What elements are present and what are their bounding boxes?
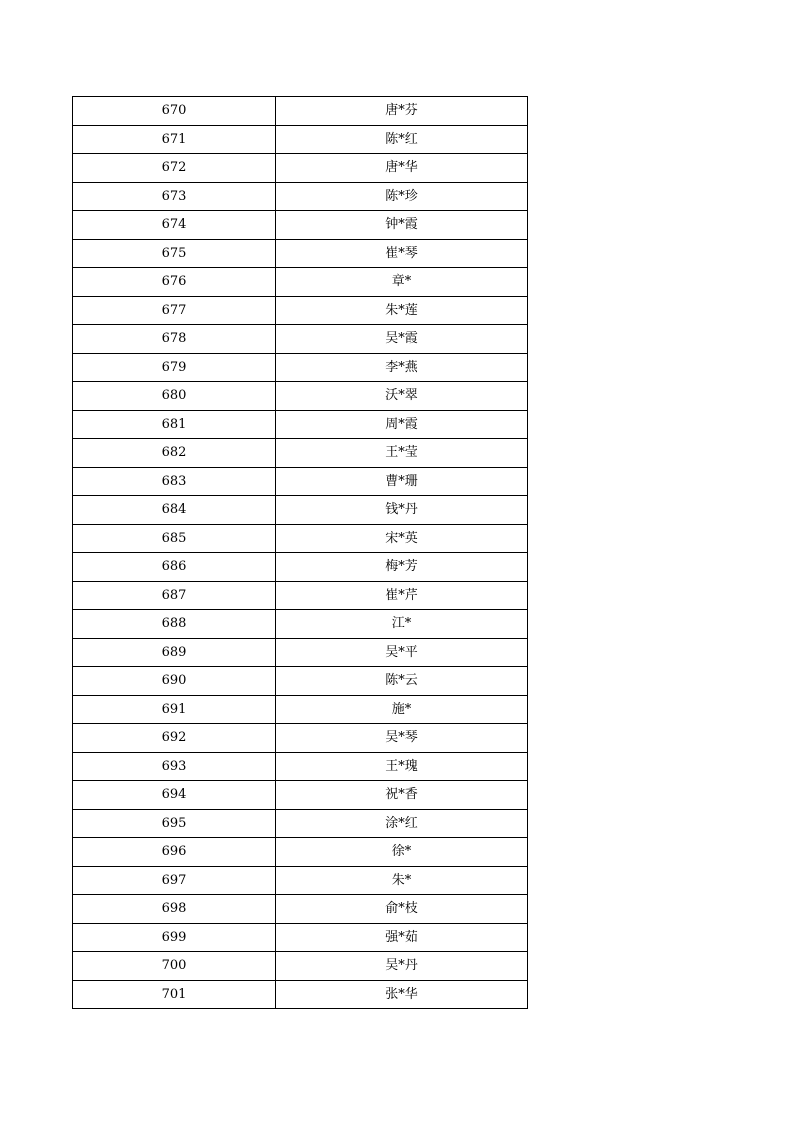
row-number-cell: 676 [73,268,276,297]
row-number-cell: 675 [73,239,276,268]
row-number-cell: 680 [73,382,276,411]
person-name-cell: 陈*红 [276,125,528,154]
person-name-cell: 吴*平 [276,638,528,667]
row-number-cell: 673 [73,182,276,211]
person-name-cell: 吴*丹 [276,952,528,981]
table-row [73,838,528,867]
person-name-cell: 唐*华 [276,154,528,183]
row-number-cell: 677 [73,296,276,325]
row-number-cell: 694 [73,781,276,810]
person-name-cell: 朱* [276,866,528,895]
person-name-cell: 陈*珍 [276,182,528,211]
row-number-cell: 690 [73,667,276,696]
person-name-cell: 王*莹 [276,439,528,468]
table-row [73,724,528,753]
table-row [73,439,528,468]
table-row [73,952,528,981]
table-row [73,923,528,952]
table-row [73,581,528,610]
person-name-cell: 江* [276,610,528,639]
row-number-cell: 699 [73,923,276,952]
person-name-cell: 唐*芬 [276,97,528,126]
table-row [73,610,528,639]
person-name-cell: 崔*芹 [276,581,528,610]
person-name-cell: 钟*霞 [276,211,528,240]
row-number-cell: 689 [73,638,276,667]
row-number-cell: 679 [73,353,276,382]
row-number-cell: 682 [73,439,276,468]
row-number-cell: 686 [73,553,276,582]
table-row [73,553,528,582]
person-name-cell: 徐* [276,838,528,867]
row-number-cell: 697 [73,866,276,895]
person-name-cell: 宋*英 [276,524,528,553]
person-name-cell: 沃*翠 [276,382,528,411]
table-row [73,410,528,439]
table-row [73,239,528,268]
table-row [73,895,528,924]
person-name-cell: 吴*霞 [276,325,528,354]
person-name-cell: 陈*云 [276,667,528,696]
table-row [73,781,528,810]
person-name-cell: 崔*琴 [276,239,528,268]
person-name-cell: 李*燕 [276,353,528,382]
row-number-cell: 695 [73,809,276,838]
table-row [73,382,528,411]
person-name-cell: 张*华 [276,980,528,1009]
table-row [73,980,528,1009]
row-number-cell: 688 [73,610,276,639]
row-number-cell: 683 [73,467,276,496]
table-row [73,125,528,154]
table-row [73,638,528,667]
person-name-cell: 俞*枝 [276,895,528,924]
row-number-cell: 678 [73,325,276,354]
row-number-cell: 700 [73,952,276,981]
row-number-cell: 674 [73,211,276,240]
table-row [73,296,528,325]
person-name-cell: 周*霞 [276,410,528,439]
row-number-cell: 693 [73,752,276,781]
person-name-cell: 施* [276,695,528,724]
person-name-cell: 朱*莲 [276,296,528,325]
row-number-cell: 684 [73,496,276,525]
name-list-table [72,96,528,1009]
table-row [73,524,528,553]
table-row [73,325,528,354]
table-row [73,268,528,297]
table-row [73,97,528,126]
table-row [73,809,528,838]
person-name-cell: 曹*珊 [276,467,528,496]
person-name-cell: 涂*红 [276,809,528,838]
row-number-cell: 681 [73,410,276,439]
person-name-cell: 强*茹 [276,923,528,952]
person-name-cell: 梅*芳 [276,553,528,582]
person-name-cell: 吴*琴 [276,724,528,753]
person-name-cell: 章* [276,268,528,297]
row-number-cell: 685 [73,524,276,553]
table-body [73,97,528,1009]
table-row [73,467,528,496]
table-row [73,154,528,183]
table-row [73,866,528,895]
row-number-cell: 671 [73,125,276,154]
table-row [73,496,528,525]
table-row [73,211,528,240]
row-number-cell: 692 [73,724,276,753]
person-name-cell: 王*瑰 [276,752,528,781]
table-row [73,182,528,211]
row-number-cell: 687 [73,581,276,610]
row-number-cell: 670 [73,97,276,126]
row-number-cell: 672 [73,154,276,183]
person-name-cell: 钱*丹 [276,496,528,525]
table-row [73,353,528,382]
table-row [73,695,528,724]
row-number-cell: 698 [73,895,276,924]
table-row [73,752,528,781]
row-number-cell: 701 [73,980,276,1009]
person-name-cell: 祝*香 [276,781,528,810]
table-row [73,667,528,696]
row-number-cell: 696 [73,838,276,867]
row-number-cell: 691 [73,695,276,724]
